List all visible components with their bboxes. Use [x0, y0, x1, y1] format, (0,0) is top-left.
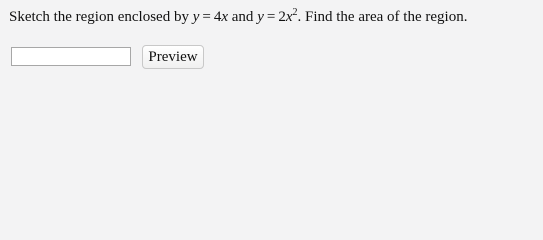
question-text-after: . Find the area of the region. [297, 9, 468, 25]
equation-2 [257, 9, 297, 25]
equation-1-lhs: y [192, 9, 200, 25]
question-connector: and [228, 9, 258, 25]
equation-1 [193, 9, 228, 25]
equation-2-coefficient: 2 [278, 9, 286, 25]
equation-2-equals: = [266, 9, 276, 25]
equation-2-lhs: y [257, 9, 264, 25]
question-text-before: Sketch the region enclosed by [9, 9, 193, 25]
equation-2-exponent: 2 [292, 7, 298, 18]
question-text [9, 7, 467, 27]
equation-2-variable: x [285, 9, 293, 25]
answer-input[interactable] [11, 47, 131, 66]
preview-button[interactable]: Preview [142, 45, 204, 69]
equation-1-equals: = [202, 9, 211, 25]
equation-1-variable: x [221, 9, 229, 25]
equation-1-coefficient: 4 [213, 9, 222, 25]
